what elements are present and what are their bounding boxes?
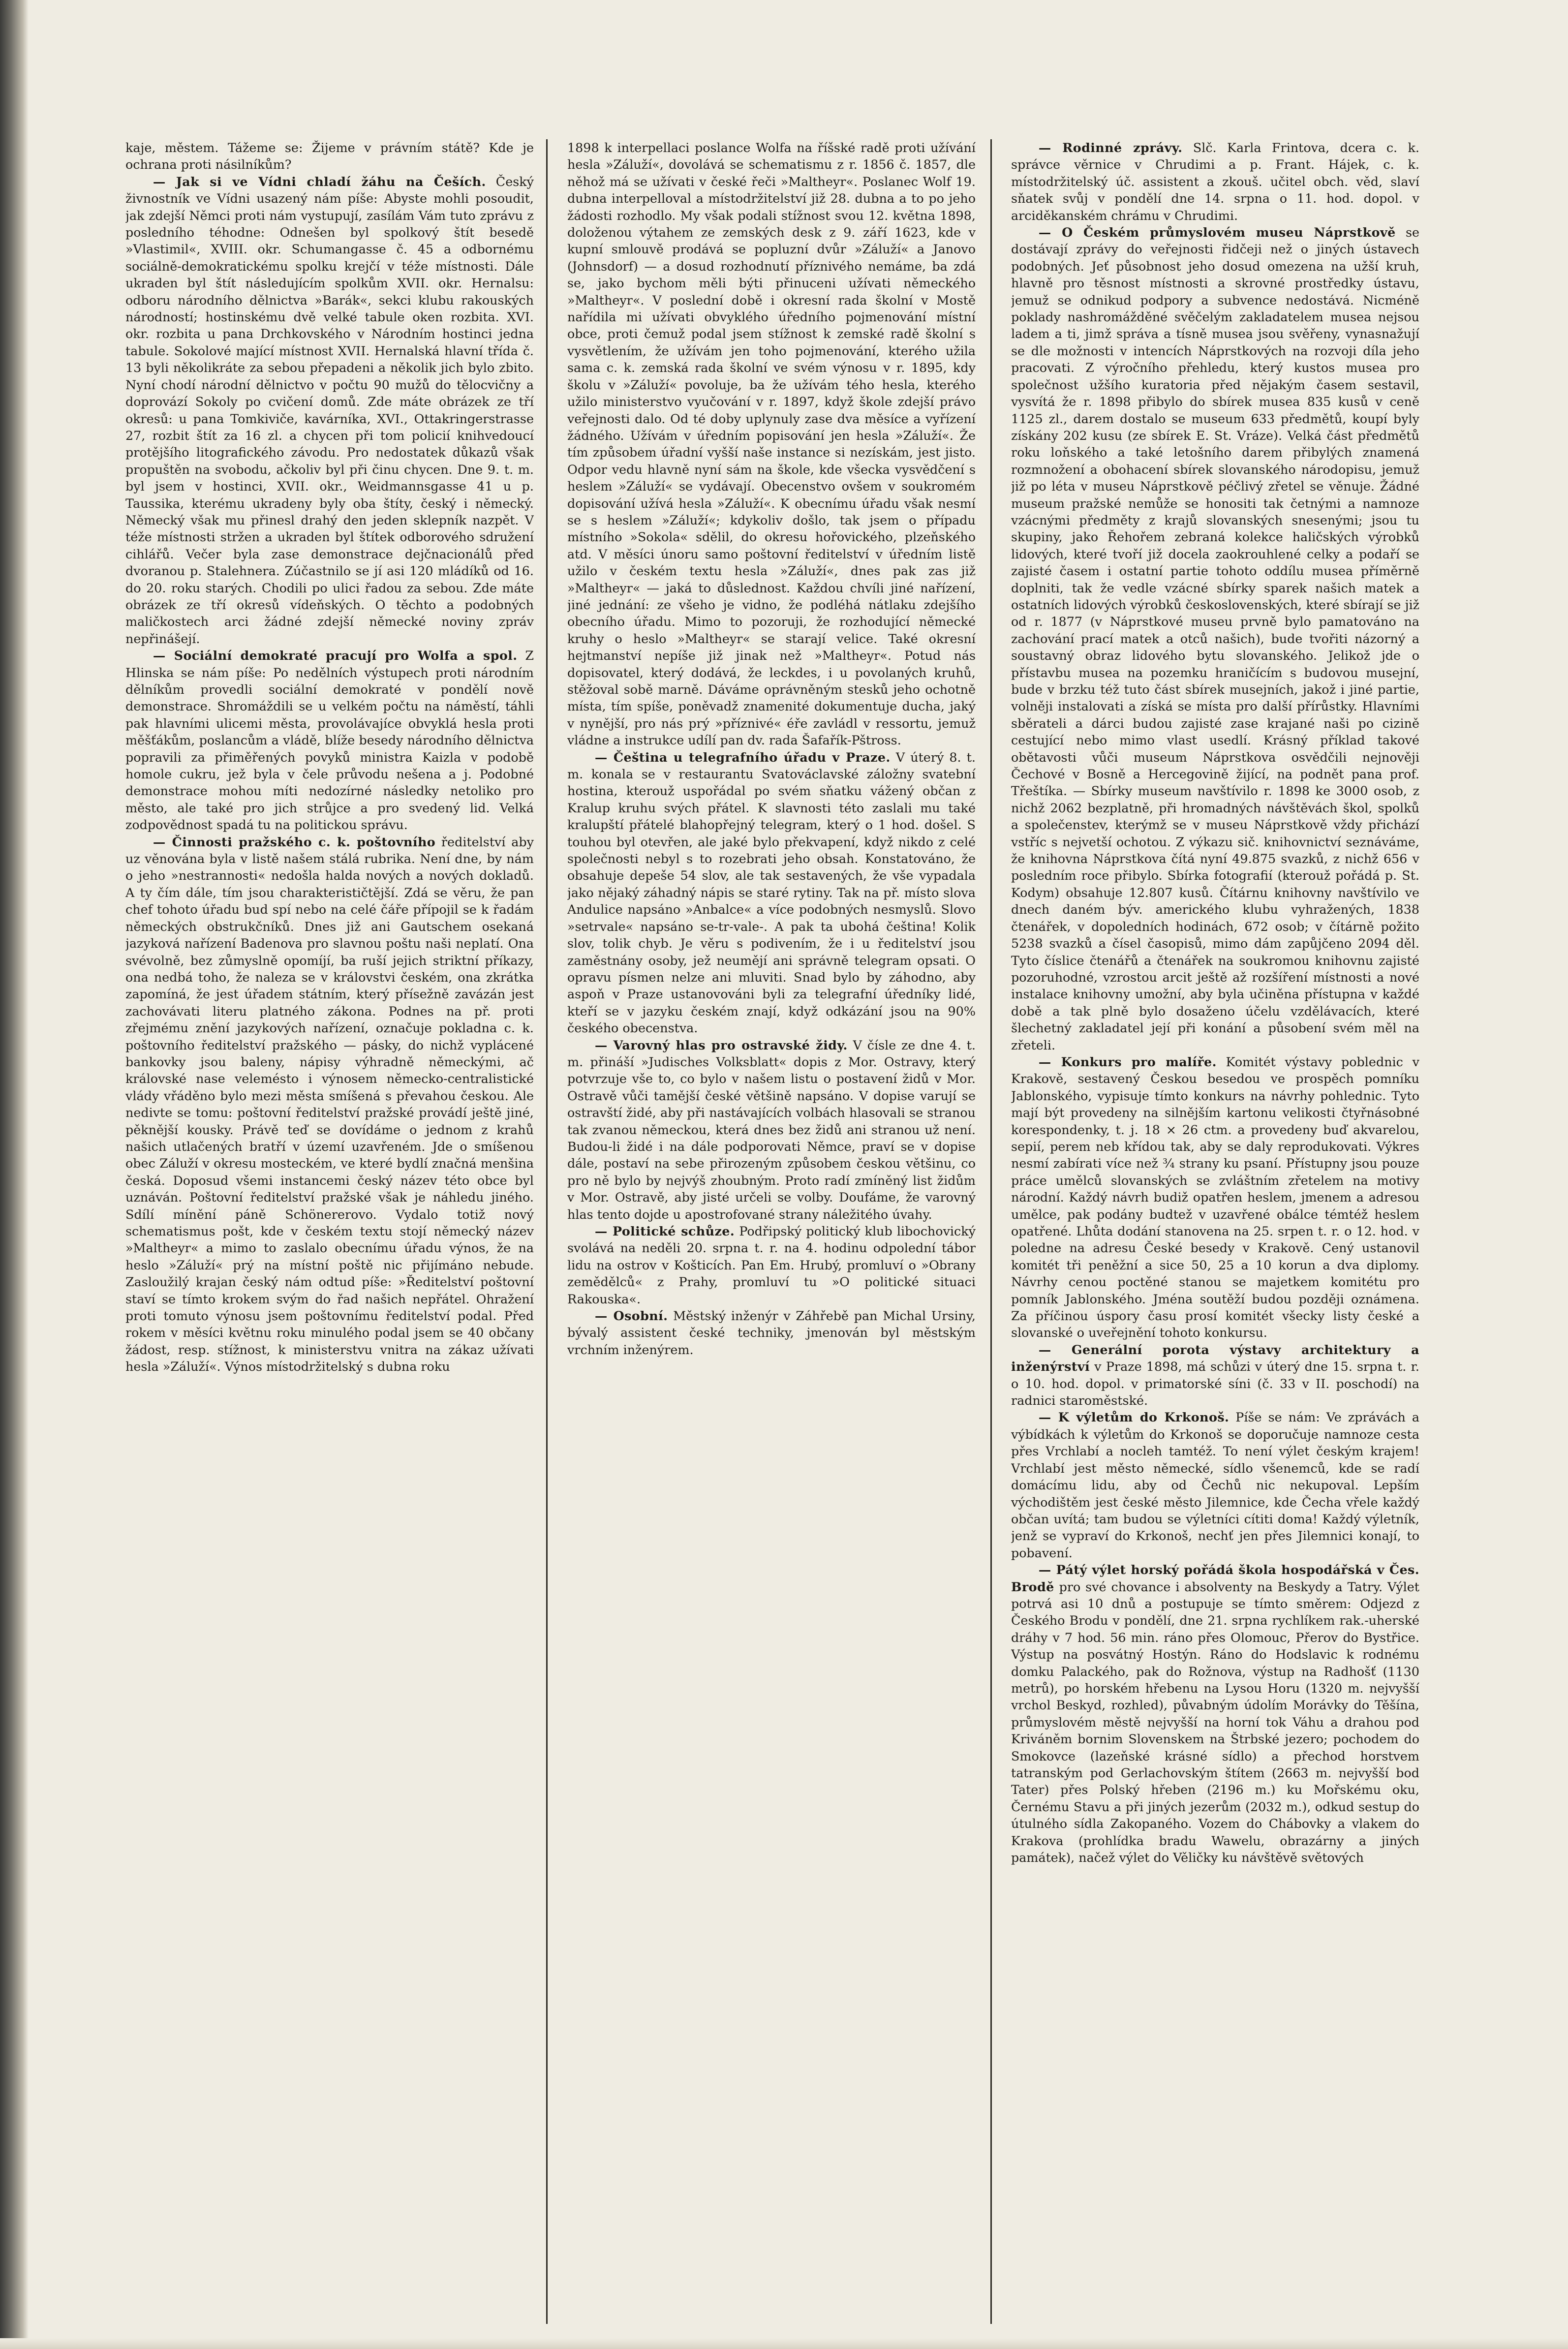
article-text: v Praze 1898, má schůzi v úterý dne 15. srpna t. r. o 10. hod. dopol. v primatorské síni (č. 33 v II. poschodí) na radnici staroměstské. bbox=[1011, 1359, 1419, 1408]
article-headline: — Generální porota výstavy architektury a inženýrství bbox=[1011, 1342, 1419, 1374]
article-paragraph bbox=[1011, 139, 1419, 224]
article-headline: — Konkurs pro malíře. bbox=[1038, 1054, 1217, 1069]
article-text: Podřipský politický klub libochovický svolává na neděli 20. srpna t. r. na 4. hodinu odpolední tábor lidu na ostrov v Košticích. Pan Em. Hrubý, promluví o »Obrany zemědělců« z Prahy, promluví tu »O politické situaci Rakouska«. bbox=[567, 1224, 976, 1306]
article bbox=[125, 173, 534, 647]
column-rule bbox=[990, 139, 992, 2324]
article-paragraph bbox=[567, 1307, 976, 1358]
article-text: kaje, městem. Tážeme se: Žijeme v právním státě? Kde je ochrana proti násilníkům? bbox=[125, 140, 534, 172]
article-headline: — K výletům do Krkonoš. bbox=[1038, 1410, 1230, 1425]
article-headline: — Čeština u telegrafního úřadu v Praze. bbox=[594, 749, 891, 765]
article bbox=[567, 1037, 976, 1223]
article-paragraph bbox=[1011, 1341, 1419, 1409]
article-text: Český živnostník ve Vídni usazený nám píše: Abyste mohli posoudit, jak zdejší Němci proti nám vystupují, zasílám Vám tuto zprávu z posledního téhodne: Odnešen byl spolkový štít besedě »Vlastimil«, XVIII. okr. Schumangasse č. 45 a odbornému sociálně-demokratickému spolku krejčí v téže místnosti. Dále ukraden byl štít následujícím spolkům XVII. okr. Hernalsu: odboru národního dělnictva »Barák«, sekci klubu rakouských národností; hostinskému dvě velké tabule oken rozbita. XVI. okr. rozbita u pana Drchkovského v Národním hostinci jedna tabule. Sokolové mající místnost XVII. Hernalská hlavní třída č. 13 byli několikráte za sebou přepadeni a několik jich bylo zbito. Nyní chodí národní dělnictvo v počtu 90 mužů do tělocvičny a doprovází Sokoly po cvičení domů. Zde máte obrázek ze tří okresů: u pana Tomkiviče, kavárníka, XVI., Ottakringerstrasse 27, rozbit štít za 16 zl. a chycen při tom policií knihvedoucí protějšího litografického závodu. Pro nedostatek důkazů však propuštěn na svobodu, ačkoliv byl při činu chycen. Dne 9. t. m. byl jsem v hostinci, XVII. okr., Weidmannsgasse 41 u p. Taussika, kterému ukradeny byly oba štíty, český i německý. Německý však mu přinesl drahý den jeden sklepník nazpět. V téže místnosti stržen a ukraden byl štítek odborového sdružení cihlářů. Večer byla zase demonstrace dejčnacionálů před dvoranou p. Stalehnera. Zúčastnilo se jí asi 120 mládíků od 16. do 20. roku starých. Chodili po ulici řadou za sebou. Zde máte obrázek ze tří okresů vídeňských. O těchto a podobných maličkostech arci žádné zdejší německé noviny zpráv nepřinášejí. bbox=[125, 174, 534, 646]
article bbox=[125, 139, 534, 173]
article-headline: — Sociální demokraté pracují pro Wolfa a spol. bbox=[153, 648, 518, 663]
article-paragraph bbox=[1011, 224, 1419, 1053]
column-1 bbox=[125, 139, 534, 2324]
article bbox=[1011, 1053, 1419, 1341]
article-paragraph bbox=[567, 1223, 976, 1307]
article-text: pro své chovance i absolventy na Beskydy a Tatry. Výlet potrvá asi 10 dnů a postupuje se tímto směrem: Odjezd z Českého Brodu v pondělí, dne 21. srpna rychlíkem rak.-uherské dráhy v 7 hod. 56 min. ráno přes Olomouc, Přerov do Bystřice. Výstup na posvátný Hostýn. Ráno do Hodslavic k rodnému domku Palackého, pak do Rožnova, výstup na Radhošť (1130 metrů), po horském hřebenu na Lysou Horu (1320 m. nejvyšší vrchol Beskyd, rozhled), půvabným údolím Morávky do Těšína, průmyslovém městě nejvyšší na horní tok Váhu a drahou pod Kriváněm bornim Slovenskem na Štrbské jezero; pochodem do Smokovce (lazeňské krásné sídlo) a přechod horstvem tatranským pod Gerlachovským štítem (2663 m. nejvyšší bod Tater) přes Polský hřeben (2196 m.) ku Mořskému oku, Černému Stavu a při jiných jezerům (2032 m.), odkud sestup do útulného sídla Zakopaného. Vozem do Chábovky a vlakem do Krakova (prohlídka bradu Wawelu, obrazárny a jiných památek), načež výlet do Věličky ku návštěvě světových bbox=[1011, 1579, 1419, 1865]
article bbox=[567, 1307, 976, 1358]
article bbox=[1011, 1409, 1419, 1561]
article bbox=[1011, 224, 1419, 1053]
article bbox=[567, 749, 976, 1037]
article bbox=[1011, 1341, 1419, 1409]
newspaper-page bbox=[125, 139, 1427, 2324]
article-headline: — Jak si ve Vídni chladí žáhu na Češích. bbox=[153, 174, 486, 189]
article-text: Píše se nám: Ve zprávách a výbídkách k výletům do Krkonoš se doporučuje namnoze cesta přes Vrchlabí a nocleh tamtéž. To není výlet českým krajem! Vrchlabí jest město německé, sídlo všenemců, kde se radí domácímu lidu, aby od Čechů nic nekupoval. Lepším východištěm jest české město Jilemnice, kde Čecha vřele každý občan uvítá; tam budou se výletníci cítiti doma! Každý výletník, jenž se vypraví do Krkonoš, nechť jen přes Jilemnici konají, to pobavení. bbox=[1011, 1410, 1419, 1560]
article bbox=[125, 647, 534, 833]
article-headline: — Osobní. bbox=[594, 1308, 668, 1324]
article-text: se dostávají zprávy do veřejnosti řidčeji než o jiných ústavech podobných. Jeť působnost jeho dosud omezena na užší kruh, hlavně pro těsnost místnosti a skrovné prostředky ústavu, jemuž se odnikud podpory a subvence nedostává. Nicméně poklady nashromážděné svěčelým zakladatelem musea nejsou ladem a ti, jimž správa a tísně musea jsou svěřeny, vynasnažují se dle možnosti v intencích Náprstkových na rozvoji díla jeho pracovati. Z výročního přehledu, který kustos musea pro společnost užšího kuratoria před nějakým časem sestavil, vysvítá že r. 1898 přibylo do sbírek musea 835 kusů v ceně 1125 zl., darem dostalo se museum 633 předmětů, koupí byly získány 202 kusu (ze sbírek E. St. Vráze). Velká část předmětů roku loňského a také letošního darem přibylých znamená rozmnožení a obohacení sbírek slovanského národopisu, jemuž již po léta v museu Náprstkově péčlivý zřetel se věnuje. Žádné museum pražské nemůže se honositi tak četnými a namnoze vzácnými předměty z krajů slovanských snesenými; jsou tu skupiny, jako Řehořem zebraná kolekce haličských výrobků lidových, které tvoří již docela zaokrouhlené celky a podaří se zajisté časem i ostatní partie tohoto oddílu musea příměrně doplniti, tak že vedle vzácné sbírky sparek našich matek a ostatních lidových výrobků československých, které sbírají se již od r. 1877 (v Náprstkové museu prvně bylo pamatováno na zachování prací matek a otců našich), bude tvořiti názorný a soustavný obraz lidového bytu slovanského. Jelikož jde o přístavbu musea na pozemku hraničícím s budovou musejní, bude v brzku též tuto část sbírek musejních, jakož i jiné partie, volněji instalovati a získá se místa pro další přírůstky. Hlavními sběrateli a dárci budou zajisté zase krajané naši po cizině cestující nebo mimo vlast usedlí. Krásný příklad takové obětavosti vůči museum Náprstkova osvědčili nejnověji Čechové v Bosně a Hercegovině žijící, na podnět pana prof. Třeštíka. — Sbírky museum navštívilo r. 1898 ke 3000 osob, z nichž 2062 bezplatně, při hromadných návštěvách škol, spolků a společenstev, kterýmž se v museu Náprstkově vždy přichází vstříc s nejvetší ochotou. Z výkazu sič. knihovnictví seznáváme, že knihovna Náprstkova čítá nyní 49.875 svazků, z nichž 656 v posledním roce přibylo. Sbírka fotografií (kterouž pořádá p. St. Kodym) obsahuje 12.807 kusů. Čítárnu knihovny navštívilo ve dnech daném býv. amerického klubu vyhražených, 1838 čtenářek, v dopoledních hodinách, 672 osob; v čítárně požito 5238 svazků a čísel časopisů, mimo dám zapůjčeno 2094 děl. Tyto číslice čtenářů a čtenářek na soukromou knihovnu zajisté pozoruhodné, vzrostou arcit ještě až rozšíření místnosti a nové instalace knihovny umožní, aby byla učiněna přístupna v každé době a tak plně bylo dosaženo účelu vzdělávacích, které šlechetný zakladatel její při konání a působení svém měl na zřeteli. bbox=[1011, 225, 1419, 1052]
article-headline: — O Českém průmyslovém museu Náprstkově bbox=[1038, 225, 1396, 240]
column-rule bbox=[546, 139, 548, 2324]
article-text: 1898 k interpellaci poslance Wolfa na říšské radě proti užívání hesla »Záluží«, dovolává se schematismu z r. 1856 č. 1857, dle něhož má se užívati v české řeči »Maltheyr«. Poslanec Wolf 19. dubna interpelloval a místodržitelství již 28. dubna a to po jeho žádosti rozhodlo. My však podali stížnost svou 12. května 1898, doloženou výtahem ze zemských desk z 9. září 1623, kde v kupní smlouvě prodává se popluzní dvůr »Záluží« a Janovo (Johnsdorf) — a dosud rozhodnutí příznivého nemáme, ba zdá se, jako bychom měli býti přinuceni užívati německého »Maltheyr«. V poslední době i okresní rada školní v Mostě nařídila mi užívati obvyklého úředního pojmenování místní obce, proti čemuž podal jsem stížnost k zemské radě školní s vysvětlením, že užívám jen toho pojmenování, kterého užila sama c. k. zemská rada školní ve svém výnosu v r. 1895, kdy školu v »Záluží« povoluje, ba že užívám tého hesla, kterého užilo ministerstvo vyučování v r. 1897, když škole zdejší právo veřejnosti dalo. Od té doby uplynuly zase dva měsíce a vyřízení žádného. Užívám v úředním popisování jen hesla »Záluží«. Že tím způsobem úřadní vyšší naše instance si nezískám, jest jisto. Odpor vedu hlavně nyní sám na škole, kde všecka vysvědčení s heslem »Záluží« se vydávají. Obecenstvo ovšem v soukromém dopisování užívá hesla »Záluží«. K obecnímu úřadu však nesmí se s heslem »Záluží«; kdykoliv došlo, tak jsem o případu místního »Sokola« sdělil, do okresu hořovického, plzeňského atd. V měsíci únoru samo poštovní ředitelství v úředním listě užilo v českém textu hesla »Záluží«, dnes pak zas již »Maltheyr« — jaká to důslednost. Každou chvíli jiné nařízení, jiné jednání: ze všeho je vidno, že podléhá nátlaku zdejšího obecního úřadu. Mimo to pozoruji, že rozhodující německé kruhy o heslo »Maltheyr« se starají velice. Také okresní hejtmanství nepíše již jinak než »Maltheyr«. Potud nás dopisovatel, který dodává, že leckdes, i u povolaných kruhů, stěžoval sobě marně. Dáváme oprávněným stesků jeho ochotně místa, tím spíše, poněvadž znamenité dokumentuje ducha, jaký v nynější, pro nás prý »příznivé« éře zavládl v ressortu, jemuž vládne a instrukce udílí pan dv. rada Šafařík-Pštross. bbox=[567, 140, 976, 748]
article bbox=[1011, 1561, 1419, 1866]
article-paragraph bbox=[1011, 1053, 1419, 1341]
article bbox=[1011, 139, 1419, 224]
column-3 bbox=[1011, 139, 1419, 2324]
article-paragraph bbox=[125, 647, 534, 833]
article-text: Slč. Karla Frintova, dcera c. k. správce věrnice v Chrudimi a p. Frant. Hájek, c. k. místodržitelský úč. assistent a zkouš. učitel obch. věd, slaví sňatek svůj v pondělí dne 14. srpna o 11. hod. dopol. v arciděkanském chrámu v Chrudimi. bbox=[1011, 140, 1419, 223]
article-text: ředitelství aby uz věnována byla v listě našem stálá rubrika. Není dne, by nám o jeho »nestrannosti« nedošla halda nových a nových dokladů. A ty čím dále, tím jsou charakterističtější. Zdá se věru, že pan chef tohoto úřadu bud spí nebo na celé čáře přípojil se k řadám německých obstrukčníků. Dnes již ani Gautschem osekaná jazyková nařízení Badenova pro slavnou poštu naši neplatí. Ona svévolně, bez zůmyslně opomíjí, ba ruší jejich striktní příkazy, ona nedbá toho, že naleza se v královstvi českém, ona zkrátka zapomíná, že jest úřadem státním, který přísežně zavázán jest zachovávati literu platného zákona. Podnes na př. proti zřejmému znění jazykových nařízení, označuje pokladna c. k. poštovního ředitelství pražského — pásky, do nichž vyplácené bankovky jsou baleny, nápisy výhradně německými, ač královské nase velemésto i výnosem německo-centralistické vlády vřáděno bylo mezi města smíšená s převahou českou. Ale nedivte se tomu: poštovní ředitelství pražské provádí ještě jiné, pěknější kousky. Právě teď se dovídáme o jednom z krahů našich utlačených bratří v území uzavřeném. Jde o smíšenou obec Záluží v okresu mosteckém, ve které bydlí značná menšina česká. Doposud všemi instancemi český název této obce byl uznáván. Poštovní ředitelství pražské však je náhledu jiného. Sdílí mínění páně Schönererovo. Vydalo totiž nový schematismus pošt, kde v českém textu stojí německý název »Maltheyr« a mimo to zaslalo obecnímu úřadu výnos, že na heslo »Záluží« prý na místní poště nic přijímáno nebude. Zasloužilý krajan český nám odtud píše: »Ředitelství poštovní staví se tímto krokem svým do řad našich nepřátel. Ohražení proti tomuto výnosu jsem poštovnímu ředitelství podal. Před rokem v měsíci květnu roku minulého podal jsem se 40 občany žádost, resp. stížnost, k ministerstvu vnitra na zákaz užívati hesla »Záluží«. Výnos místodržitelský s dubna roku bbox=[125, 834, 534, 1374]
article-headline: — Varovný hlas pro ostravské židy. bbox=[594, 1037, 848, 1052]
column-2 bbox=[567, 139, 976, 2324]
article-paragraph bbox=[1011, 1561, 1419, 1866]
article-paragraph bbox=[125, 834, 534, 1375]
article-text: V úterý 8. t. m. konala se v restaurantu Svatováclavské záložny svatební hostina, kterouž uspořádal po svém sňatku vážený občan z Kralup kruhu svých přátel. K slavnosti této zaslali mu také kralupští přátelé blahopřejný telegram, který o 1 hod. došel. S touhou byl otevřen, ale jaké bylo překvapení, když nikdo z celé společnosti nebyl s to rozebrati jeho obsah. Konstatováno, že obsahuje depeše 54 slov, ale tak sestavených, že vše vypadala jako nějaký záhadný nápis se staré rytiny. Tak na př. místo slova Andulice napsáno »Anbalce« a více podobných nesmyslů. Slovo »setrvale« napsáno se-tr-vale-. A pak ta ubohá čeština! Kolik slov, tolik chyb. Je věru s podivením, že i u ředitelství jsou zaměstnány osoby, jež neumějí ani správně telegram opsati. O opravu písmen nelze ani mluviti. Snad bylo by záhodno, aby aspoň v Praze ustanovováni byli za telegrafní úředníky lidé, kteří se v jazyku českém znají, když odkázání jsou na 90% českého obecenstva. bbox=[567, 749, 976, 1036]
scan-edge-bottom bbox=[0, 2338, 1568, 2349]
article-headline: — Pátý výlet horský pořádá škola hospodářská v Čes. Brodě bbox=[1011, 1562, 1419, 1594]
article bbox=[567, 139, 976, 749]
article-text: Z Hlinska se nám píše: Po nedělních výstupech proti národním dělníkům provedli sociální demokraté v pondělí nově demonstrace. Shromáždili se u velkém počtu na náměstí, táhli pak hlavními ulicemi města, provolávajíce obvyklá hesla proti měšťákům, poslancům a vládě, blíže besedy národního dělnictva popravili za přiměřených povyků ministra Kaizla v podobě homole cukru, jež byla v čele průvodu nešena a j. Podobné demonstrace mohou míti nedozírné následky netoliko pro město, ale také pro jich strůjce a pro svedený lid. Velká zodpovědnost spadá tu na politickou správu. bbox=[125, 648, 534, 833]
article-paragraph bbox=[567, 139, 976, 749]
article-paragraph bbox=[1011, 1409, 1419, 1561]
article-headline: — Činnosti pražského c. k. poštovního bbox=[153, 834, 436, 849]
article-headline: — Rodinné zprávy. bbox=[1038, 140, 1183, 155]
scan-edge bbox=[0, 0, 29, 2349]
article-paragraph bbox=[567, 749, 976, 1037]
article-paragraph bbox=[125, 139, 534, 173]
article-text: Komitét výstavy poblednic v Krakově, sestavený Českou besedou ve prospěch pomníku Jablonského, vypisuje tímto konkurs na návrhy pohlednic. Tyto mají být provedeny na silnějším kartonu velikosti čtyřnásobné korespondenky, t. j. 18 × 26 ctm. a provedeny buď akvarelou, sepií, perem neb křídou tak, aby se daly reprodukovati. Výkres nesmí zabírati více než ¾ strany ku psaní. Přístupny jsou pouze práce umělců slovanských se zvláštním zřetelem na motivy národní. Každý návrh budiž opatřen heslem, jmenem a adresou umělce, pak podány budtež v uzavřené obálce témtéž heslem opatřené. Lhůta dodání stanovena na 25. srpen t. r. o 12. hod. v poledne na adresu České besedy v Krakově. Cený ustanovil komitét tři peněžní a sice 50, 25 a 10 korun a dva diplomy. Návrhy cenou poctěné stanou se majetkem komitétu pro pomník Jablonského. Jména soutěží budou později oznámena. Za příčinou úspory času prosí komitét všecky listy české a slovanské o uveřejnění tohoto konkursu. bbox=[1011, 1054, 1419, 1340]
article-headline: — Politické schůze. bbox=[594, 1224, 735, 1238]
article-text: Městský inženýr v Záhřebě pan Michal Ursiny, bývalý assistent české techniky, jmenován byl městským vrchním inženýrem. bbox=[567, 1308, 976, 1357]
article-paragraph bbox=[567, 1037, 976, 1223]
article bbox=[567, 1223, 976, 1307]
article-text: V čísle ze dne 4. t. m. přináší »Judisches Volksblatt« dopis z Mor. Ostravy, který potvrzuje vše to, co bylo v našem listu o postavení židů v Mor. Ostravě vůči tamější české většině napsáno. V dopise varují se ostravští židé, aby při nastávajících volbách hlasovali se stranou tak zvanou německou, která dnes bez židů ani stranou už není. Budou-li židé i na dále podporovati Němce, praví se v dopise dále, postaví na sebe přirozeným způsobem českou většinu, co pro ně bylo by nejvýš zhoubným. Proto radí zmíněný list židům v Mor. Ostravě, aby jisté určeli se volby. Doufáme, že varovný hlas tento dojde u apostrofované strany náležitého úvahy. bbox=[567, 1037, 976, 1222]
article bbox=[125, 834, 534, 1375]
article-paragraph bbox=[125, 173, 534, 647]
